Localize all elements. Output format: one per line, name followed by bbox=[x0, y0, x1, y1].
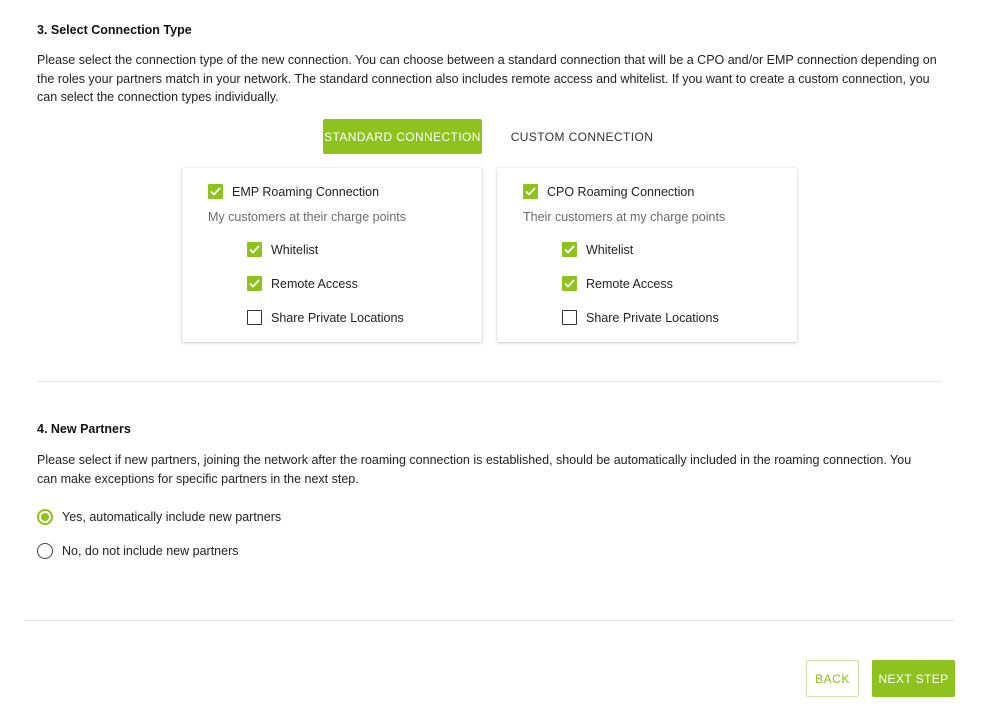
emp-whitelist-label: Whitelist bbox=[271, 242, 319, 257]
cpo-roaming-checkbox-row[interactable] bbox=[523, 184, 694, 199]
checkbox-checked-icon[interactable] bbox=[523, 184, 538, 199]
radio-exclude-label: No, do not include new partners bbox=[62, 544, 239, 558]
emp-remote-access-checkbox-row[interactable] bbox=[247, 276, 358, 291]
radio-selected-icon[interactable] bbox=[37, 509, 53, 525]
radio-include-label: Yes, automatically include new partners bbox=[62, 510, 282, 524]
radio-include-new-partners[interactable] bbox=[37, 509, 281, 525]
radio-unselected-icon[interactable] bbox=[37, 543, 53, 559]
cpo-share-private-locations-label: Share Private Locations bbox=[586, 310, 719, 325]
emp-roaming-label: EMP Roaming Connection bbox=[232, 184, 380, 199]
checkbox-unchecked-icon[interactable] bbox=[562, 310, 577, 325]
connection-type-tabs bbox=[323, 119, 682, 154]
tab-custom-connection[interactable]: CUSTOM CONNECTION bbox=[510, 129, 654, 144]
cpo-roaming-label: CPO Roaming Connection bbox=[547, 184, 695, 199]
emp-share-private-locations-checkbox-row[interactable] bbox=[247, 310, 404, 325]
cpo-subtitle: Their customers at my charge points bbox=[523, 210, 726, 224]
cpo-remote-access-checkbox-row[interactable] bbox=[562, 276, 673, 291]
radio-exclude-new-partners[interactable] bbox=[37, 543, 239, 559]
cpo-whitelist-checkbox-row[interactable] bbox=[562, 242, 633, 257]
cpo-share-private-locations-checkbox-row[interactable] bbox=[562, 310, 719, 325]
emp-roaming-checkbox-row[interactable] bbox=[208, 184, 379, 199]
footer-divider bbox=[24, 620, 955, 621]
next-step-button[interactable]: NEXT STEP bbox=[872, 660, 955, 697]
section-divider bbox=[37, 381, 942, 382]
section-title-new-partners: 4. New Partners bbox=[37, 422, 131, 436]
emp-connection-card bbox=[182, 168, 482, 342]
new-partners-description: Please select if new partners, joining the network after the roaming connection is established, should be automatically included in the roaming connection. You can make exceptions for specific partners in the next step. bbox=[37, 453, 912, 486]
checkbox-checked-icon[interactable] bbox=[247, 242, 262, 257]
checkbox-checked-icon[interactable] bbox=[562, 276, 577, 291]
cpo-whitelist-label: Whitelist bbox=[586, 242, 634, 257]
cpo-connection-card bbox=[497, 168, 797, 342]
emp-subtitle: My customers at their charge points bbox=[208, 210, 406, 224]
section-title-connection-type: 3. Select Connection Type bbox=[37, 23, 192, 37]
tab-standard-connection[interactable]: STANDARD CONNECTION bbox=[323, 119, 482, 154]
back-button[interactable]: BACK bbox=[806, 660, 859, 697]
checkbox-checked-icon[interactable] bbox=[247, 276, 262, 291]
checkbox-unchecked-icon[interactable] bbox=[247, 310, 262, 325]
emp-share-private-locations-label: Share Private Locations bbox=[271, 310, 404, 325]
checkbox-checked-icon[interactable] bbox=[562, 242, 577, 257]
emp-remote-access-label: Remote Access bbox=[271, 276, 358, 291]
cpo-remote-access-label: Remote Access bbox=[586, 276, 673, 291]
checkbox-checked-icon[interactable] bbox=[208, 184, 223, 199]
connection-type-description: Please select the connection type of the new connection. You can choose between a standard connection that will be a CPO and/or EMP connection depending on the roles your partners match in your network. The standard connection also includes remote access and whitelist. If you want to create a custom connection, you can select the connection types individually. bbox=[37, 53, 937, 104]
emp-whitelist-checkbox-row[interactable] bbox=[247, 242, 318, 257]
